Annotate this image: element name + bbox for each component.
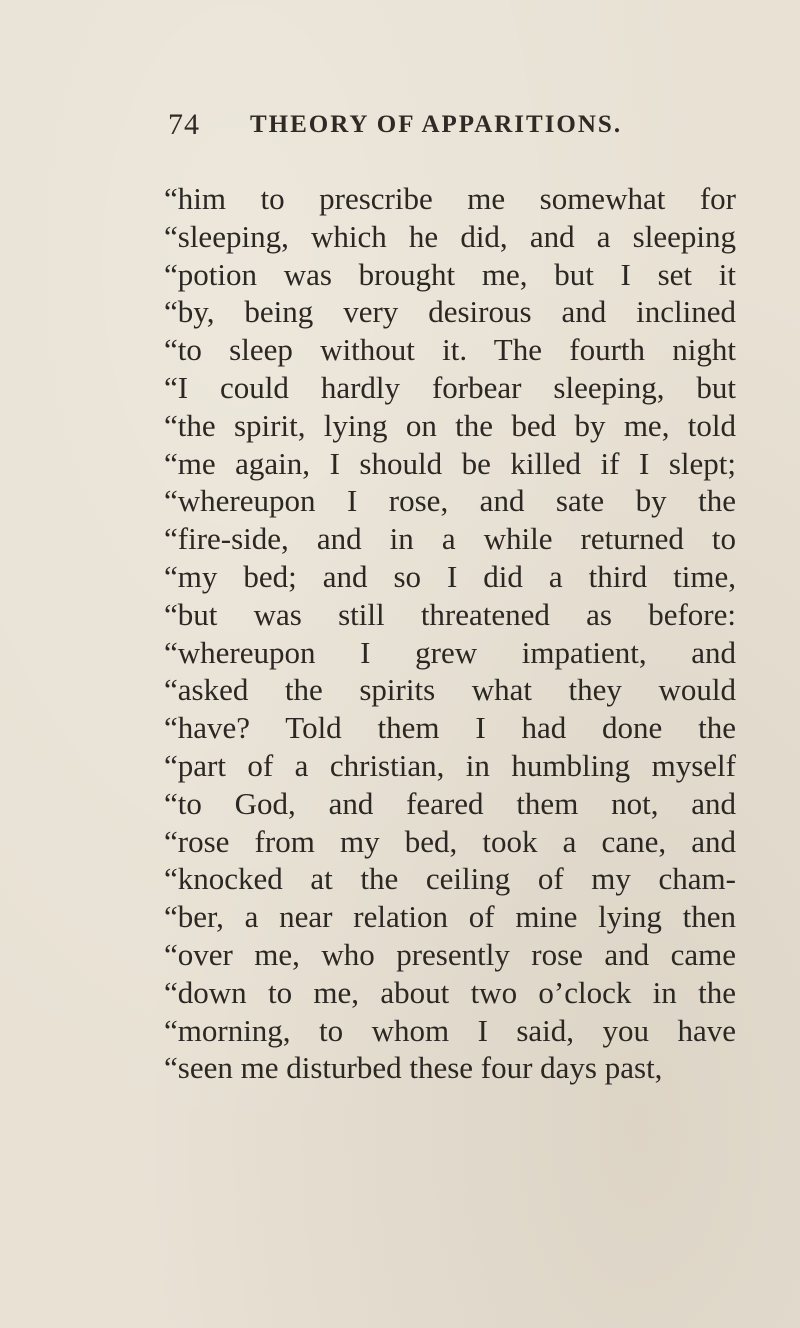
text-line: “part of a christian, in humbling myself (164, 747, 736, 783)
text-line: “him to prescribe me somewhat for (164, 181, 736, 216)
text-line: “seen me disturbed these four days past, (164, 1050, 663, 1086)
text-line: “over me, who presently rose and came (164, 936, 736, 972)
text-line: “potion was brought me, but I set it (164, 256, 736, 292)
text-line: “by, being very desirous and inclined (164, 294, 736, 330)
text-line: “whereupon I rose, and sate by the (164, 483, 736, 519)
text-line: “whereupon I grew impatient, and (164, 634, 736, 670)
text-line: “morning, to whom I said, you have (164, 1012, 736, 1048)
page-number: 74 (168, 108, 200, 141)
text-line: “but was still threatened as before: (164, 596, 736, 632)
text-line: “rose from my bed, took a cane, and (164, 823, 736, 859)
text-line: “me again, I should be killed if I slept; (164, 445, 736, 481)
page-header (0, 108, 800, 148)
text-line: “fire-side, and in a while returned to (164, 521, 736, 557)
text-line: “have? Told them I had done the (164, 710, 736, 746)
text-line: “knocked at the ceiling of my cham- (164, 861, 736, 897)
text-line: “ber, a near relation of mine lying then (164, 899, 736, 935)
text-line: “sleeping, which he did, and a sleeping (164, 218, 736, 254)
running-head: THEORY OF APPARITIONS. (250, 111, 623, 138)
text-line: “I could hardly forbear sleeping, but (164, 369, 736, 405)
text-line: “the spirit, lying on the bed by me, told (164, 407, 736, 443)
text-line: “to sleep without it. The fourth night (164, 332, 736, 368)
text-line: “asked the spirits what they would (164, 672, 736, 708)
text-line: “to God, and feared them not, and (164, 785, 736, 821)
body-text (164, 180, 736, 1087)
text-line: “down to me, about two o’clock in the (164, 974, 736, 1010)
text-line: “my bed; and so I did a third time, (164, 558, 736, 594)
